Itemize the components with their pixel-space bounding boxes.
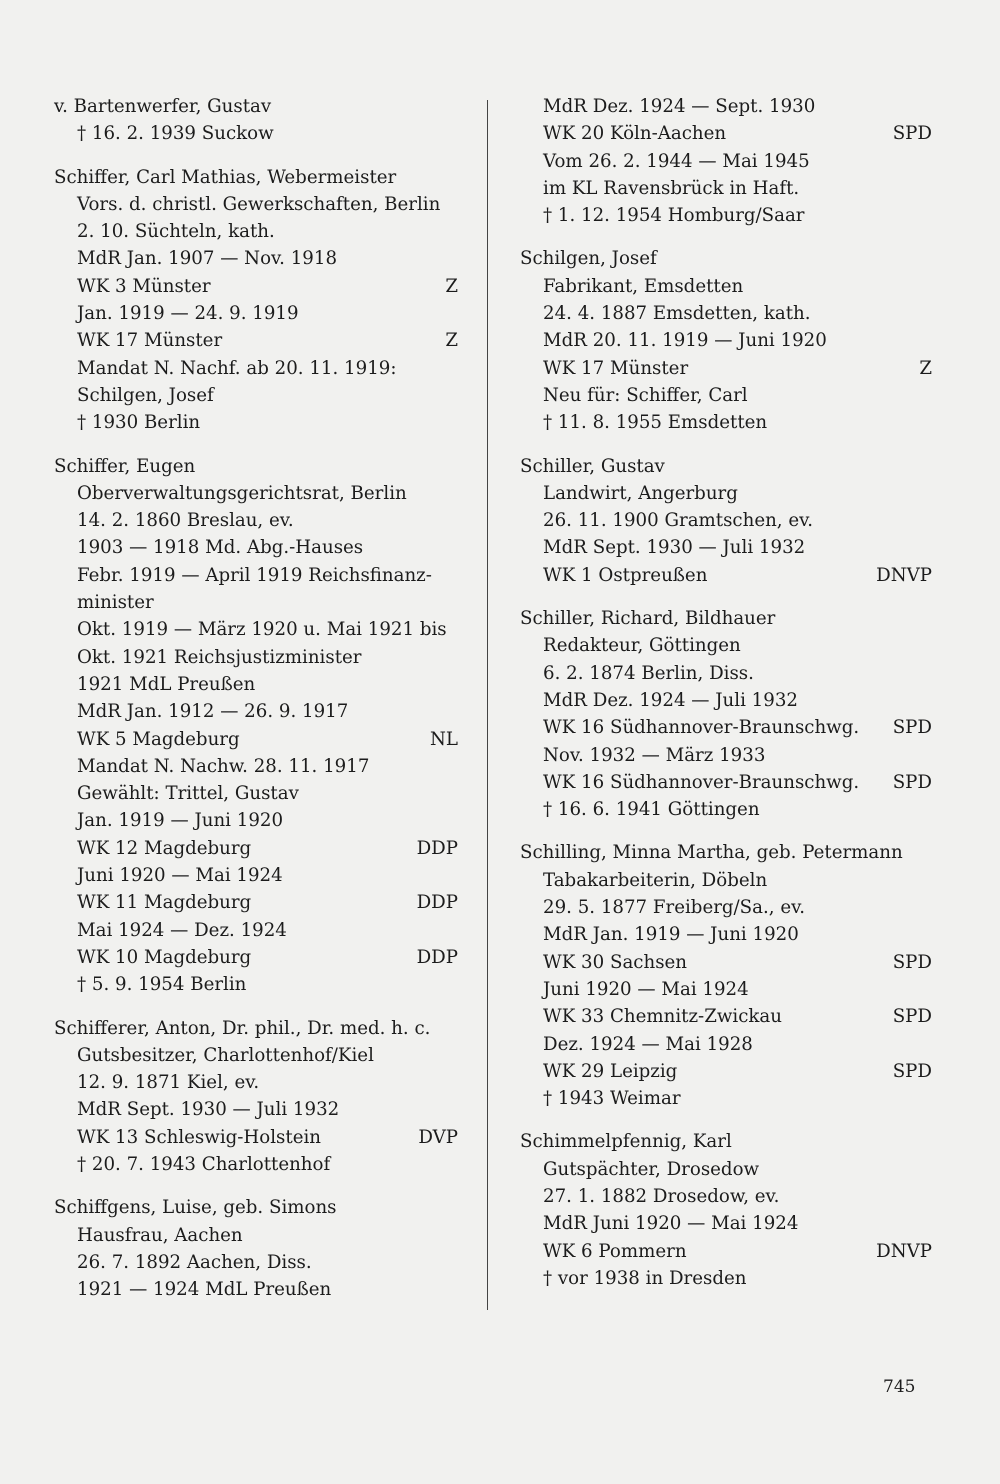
entry-line (54, 1276, 458, 1303)
line-text: † 1930 Berlin (77, 412, 201, 434)
left-column (54, 93, 458, 1319)
entry-heading (54, 164, 458, 191)
entry-line (520, 949, 932, 976)
line-text: † 1. 12. 1954 Homburg/Saar (543, 205, 805, 227)
entry-line (520, 300, 932, 327)
entry-line (520, 1156, 932, 1183)
entry-line (520, 1031, 932, 1058)
entry-line (520, 1265, 932, 1292)
line-text: MdR Jan. 1907 — Nov. 1918 (77, 248, 338, 270)
entry-line (520, 632, 932, 659)
line-text: Febr. 1919 — April 1919 Reichsfinanz- (77, 564, 432, 586)
entry-line (520, 976, 932, 1003)
line-text: Fabrikant, Emsdetten (543, 275, 744, 297)
line-text: Schifferer, Anton, Dr. phil., Dr. med. h. c. (54, 1017, 431, 1039)
entry-line (54, 616, 458, 643)
entry-line (520, 480, 932, 507)
line-text: MdR Dez. 1924 — Sept. 1930 (543, 96, 816, 117)
entry-line (54, 917, 458, 944)
line-text: Hausfrau, Aachen (77, 1224, 243, 1246)
line-text: † vor 1938 in Dresden (543, 1267, 747, 1289)
line-text: WK 17 Münster (77, 330, 223, 352)
biography-entry (520, 839, 932, 1112)
entry-line (520, 120, 932, 147)
biography-entry (54, 164, 458, 437)
line-text: † 16. 6. 1941 Göttingen (543, 799, 760, 821)
entry-heading (54, 1194, 458, 1221)
line-text: WK 33 Chemnitz-Zwickau (543, 1006, 782, 1028)
line-text: 26. 7. 1892 Aachen, Diss. (77, 1251, 312, 1273)
entry-line (54, 1096, 458, 1123)
line-text: WK 29 Leipzig (543, 1060, 678, 1082)
entry-line (54, 1249, 458, 1276)
line-text: Neu für: Schiffer, Carl (543, 384, 748, 406)
biography-entry (54, 1015, 458, 1179)
line-text: Schiffgens, Luise, geb. Simons (54, 1197, 337, 1219)
line-text: Schiller, Gustav (520, 455, 665, 477)
entry-line (54, 589, 458, 616)
entry-line (54, 1151, 458, 1178)
entry-line (54, 753, 458, 780)
party-label: DNVP (876, 1240, 932, 1262)
biography-entry (54, 453, 458, 999)
entry-line (520, 867, 932, 894)
entry-line (54, 409, 458, 436)
line-text: WK 5 Magdeburg (77, 728, 240, 750)
line-text: MdR Jan. 1919 — Juni 1920 (543, 924, 799, 946)
line-text: Oberverwaltungsgerichtsrat, Berlin (77, 482, 407, 504)
line-text: 14. 2. 1860 Breslau, ev. (77, 510, 294, 532)
line-text: im KL Ravensbrück in Haft. (543, 177, 800, 199)
entry-line (520, 921, 932, 948)
entry-line (54, 245, 458, 272)
party-label: DVP (418, 1126, 458, 1148)
entry-heading (54, 93, 458, 120)
entry-line (54, 1042, 458, 1069)
entry-line (54, 273, 458, 300)
entry-line (520, 660, 932, 687)
line-text: WK 16 Südhannover-Braunschwg. (543, 771, 860, 793)
entry-line (520, 382, 932, 409)
entry-line (520, 507, 932, 534)
line-text: Mandat N. Nachf. ab 20. 11. 1919: (77, 357, 397, 379)
line-text: Schiffer, Eugen (54, 455, 196, 477)
entry-line (54, 726, 458, 753)
biography-entry (520, 1128, 932, 1292)
biography-entry (520, 93, 932, 229)
biography-entry (520, 453, 932, 589)
entry-line (54, 835, 458, 862)
entry-line (54, 120, 458, 147)
line-text: 6. 2. 1874 Berlin, Diss. (543, 662, 754, 684)
line-text: 1921 — 1924 MdL Preußen (77, 1279, 332, 1301)
line-text: Gutspächter, Drosedow (543, 1158, 760, 1180)
line-text: 1903 — 1918 Md. Abg.-Hauses (77, 537, 364, 559)
line-text: Okt. 1919 — März 1920 u. Mai 1921 bis (77, 619, 447, 641)
entry-heading (520, 245, 932, 272)
line-text: 26. 11. 1900 Gramtschen, ev. (543, 510, 814, 532)
line-text: WK 16 Südhannover-Braunschwg. (543, 717, 860, 739)
entry-line (54, 671, 458, 698)
line-text: Gewählt: Trittel, Gustav (77, 783, 299, 805)
entry-line (54, 698, 458, 725)
line-text: 12. 9. 1871 Kiel, ev. (77, 1072, 260, 1094)
line-text: Mai 1924 — Dez. 1924 (77, 919, 287, 941)
line-text: minister (77, 592, 154, 614)
entry-line (520, 202, 932, 229)
party-label: Z (445, 330, 458, 352)
column-divider (487, 100, 488, 1310)
entry-line (54, 382, 458, 409)
line-text: Juni 1920 — Mai 1924 (77, 865, 283, 887)
entry-line (520, 1085, 932, 1112)
entry-line (520, 796, 932, 823)
party-label: SPD (892, 951, 932, 973)
line-text: WK 10 Magdeburg (77, 946, 252, 968)
party-label: DNVP (876, 564, 932, 586)
line-text: MdR Dez. 1924 — Juli 1932 (543, 689, 798, 711)
line-text: WK 6 Pommern (543, 1240, 687, 1262)
party-label: NL (430, 728, 458, 750)
line-text: † 20. 7. 1943 Charlottenhof (77, 1153, 331, 1175)
entry-line (520, 1058, 932, 1085)
entry-line (54, 355, 458, 382)
entry-line (520, 273, 932, 300)
party-label: SPD (892, 123, 932, 145)
entry-line (520, 327, 932, 354)
line-text: WK 17 Münster (543, 357, 689, 379)
line-text: Vom 26. 2. 1944 — Mai 1945 (543, 150, 810, 172)
entry-heading (54, 1015, 458, 1042)
line-text: Redakteur, Göttingen (543, 635, 741, 657)
entry-line (520, 175, 932, 202)
entry-line (520, 1238, 932, 1265)
entry-line (54, 944, 458, 971)
line-text: Jan. 1919 — Juni 1920 (77, 810, 284, 832)
right-column (520, 93, 932, 1308)
entry-line (520, 714, 932, 741)
entry-line (54, 971, 458, 998)
entry-heading (520, 605, 932, 632)
line-text: v. Bartenwerfer, Gustav (54, 96, 272, 117)
line-text: 2. 10. Süchteln, kath. (77, 221, 275, 243)
line-text: Schilling, Minna Martha, geb. Petermann (520, 842, 903, 864)
biography-entry (520, 245, 932, 436)
entry-heading (520, 453, 932, 480)
party-label: Z (445, 275, 458, 297)
entry-line (520, 355, 932, 382)
entry-line (520, 562, 932, 589)
line-text: Jan. 1919 — 24. 9. 1919 (77, 303, 299, 325)
entry-line (520, 769, 932, 796)
line-text: 1921 MdL Preußen (77, 673, 256, 695)
line-text: WK 11 Magdeburg (77, 892, 252, 914)
party-label: SPD (892, 1060, 932, 1082)
party-label: SPD (892, 771, 932, 793)
entry-line (54, 300, 458, 327)
entry-line (54, 327, 458, 354)
line-text: Mandat N. Nachw. 28. 11. 1917 (77, 755, 370, 777)
line-text: 27. 1. 1882 Drosedow, ev. (543, 1185, 780, 1207)
line-text: MdR Jan. 1912 — 26. 9. 1917 (77, 701, 349, 723)
page-number: 745 (883, 1377, 916, 1397)
entry-line (520, 534, 932, 561)
entry-line (54, 644, 458, 671)
entry-line (54, 562, 458, 589)
line-text: MdR Sept. 1930 — Juli 1932 (543, 537, 806, 559)
entry-line (520, 687, 932, 714)
party-label: SPD (892, 717, 932, 739)
line-text: † 11. 8. 1955 Emsdetten (543, 412, 768, 434)
party-label: DDP (416, 892, 458, 914)
line-text: Schilgen, Josef (77, 384, 214, 406)
entry-line (520, 1210, 932, 1237)
line-text: † 16. 2. 1939 Suckow (77, 123, 274, 145)
entry-line (520, 894, 932, 921)
entry-line (520, 742, 932, 769)
line-text: Schiller, Richard, Bildhauer (520, 608, 776, 630)
entry-heading (520, 839, 932, 866)
line-text: Vors. d. christl. Gewerkschaften, Berlin (77, 193, 441, 215)
entry-line (54, 807, 458, 834)
entry-line (520, 1003, 932, 1030)
entry-line (54, 480, 458, 507)
party-label: DDP (416, 837, 458, 859)
entry-line (54, 889, 458, 916)
entry-line (54, 1124, 458, 1151)
entry-line (520, 1183, 932, 1210)
entry-line (54, 1222, 458, 1249)
biography-entry (54, 93, 458, 148)
biography-entry (520, 605, 932, 823)
line-text: Nov. 1932 — März 1933 (543, 744, 766, 766)
entry-line (54, 780, 458, 807)
entry-heading (54, 453, 458, 480)
line-text: Okt. 1921 Reichsjustizminister (77, 646, 362, 668)
entry-line (54, 862, 458, 889)
line-text: Dez. 1924 — Mai 1928 (543, 1033, 753, 1055)
line-text: † 5. 9. 1954 Berlin (77, 974, 247, 996)
entry-line (520, 409, 932, 436)
party-label: DDP (416, 946, 458, 968)
entry-line (54, 218, 458, 245)
entry-line (520, 93, 932, 120)
line-text: WK 20 Köln-Aachen (543, 123, 727, 145)
line-text: WK 12 Magdeburg (77, 837, 252, 859)
entry-heading (520, 1128, 932, 1155)
line-text: WK 13 Schleswig-Holstein (77, 1126, 321, 1148)
entry-line (54, 534, 458, 561)
entry-line (54, 191, 458, 218)
line-text: WK 3 Münster (77, 275, 211, 297)
entry-line (54, 1069, 458, 1096)
line-text: Schiffer, Carl Mathias, Webermeister (54, 166, 397, 188)
line-text: Schimmelpfennig, Karl (520, 1131, 732, 1153)
party-label: SPD (892, 1006, 932, 1028)
line-text: MdR 20. 11. 1919 — Juni 1920 (543, 330, 827, 352)
line-text: 24. 4. 1887 Emsdetten, kath. (543, 303, 811, 325)
line-text: WK 30 Sachsen (543, 951, 687, 973)
entry-line (520, 148, 932, 175)
line-text: Tabakarbeiterin, Döbeln (543, 869, 768, 891)
line-text: MdR Juni 1920 — Mai 1924 (543, 1213, 799, 1235)
line-text: 29. 5. 1877 Freiberg/Sa., ev. (543, 897, 805, 919)
line-text: Landwirt, Angerburg (543, 482, 738, 504)
line-text: Schilgen, Josef (520, 248, 657, 270)
party-label: Z (919, 357, 932, 379)
entry-line (54, 507, 458, 534)
biography-entry (54, 1194, 458, 1303)
line-text: Juni 1920 — Mai 1924 (543, 978, 749, 1000)
line-text: MdR Sept. 1930 — Juli 1932 (77, 1099, 340, 1121)
line-text: † 1943 Weimar (543, 1088, 681, 1110)
line-text: Gutsbesitzer, Charlottenhof/Kiel (77, 1044, 374, 1066)
line-text: WK 1 Ostpreußen (543, 564, 708, 586)
